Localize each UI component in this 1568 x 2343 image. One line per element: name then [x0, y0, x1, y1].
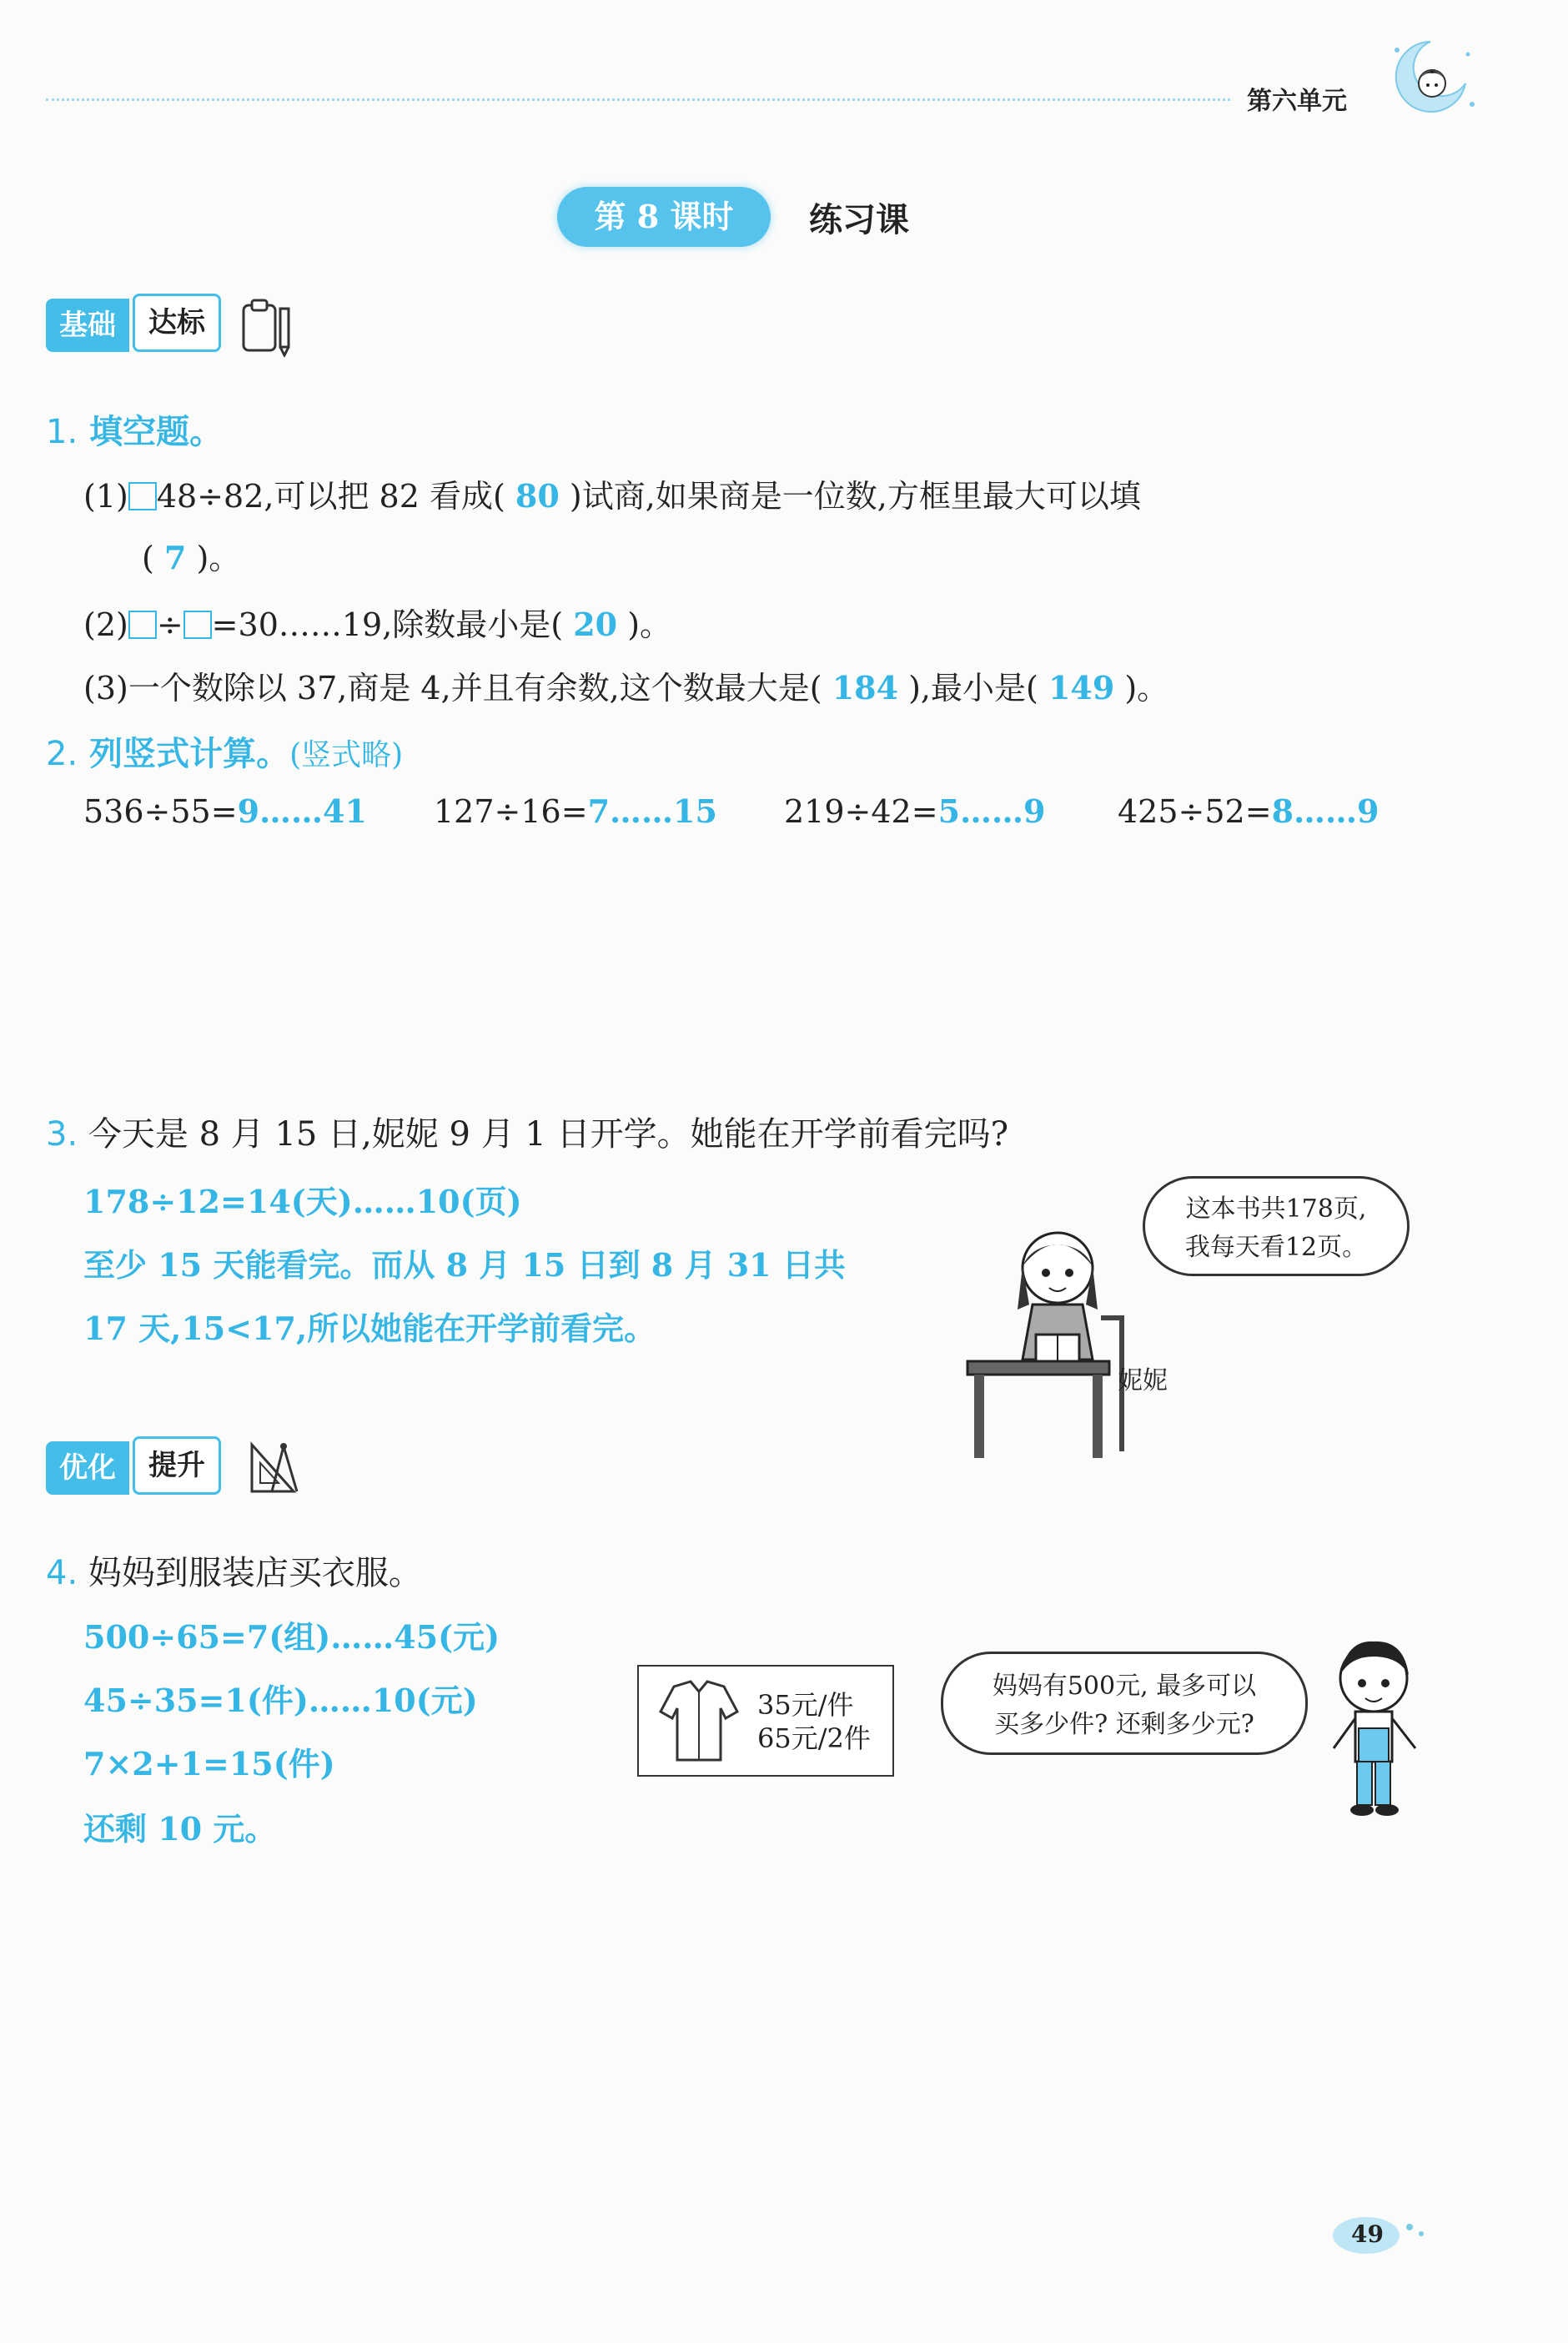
- section-advanced-right: 提升: [133, 1436, 221, 1495]
- q1-heading: [46, 405, 223, 453]
- q1-p1-answer2: 7: [163, 539, 187, 576]
- q1-part2: [83, 599, 671, 645]
- q2-item-4: [1118, 792, 1379, 830]
- price-tag-box: [637, 1665, 894, 1777]
- q1-p2-answer: 20: [573, 606, 618, 643]
- q1-p3-text2: ),最小是(: [908, 670, 1038, 706]
- q2-item-2: [434, 792, 717, 830]
- q1-p2-label: (2): [83, 606, 128, 643]
- girl-reading-illustration: [959, 1218, 1126, 1468]
- section-basic-right: 达标: [133, 294, 221, 352]
- q1-part1-line2: [142, 532, 240, 578]
- q4-number: 4.: [46, 1554, 78, 1592]
- q2-item-expr: 425÷52=: [1118, 793, 1272, 830]
- q3-answer-1: 178÷12=14(天)……10(页): [83, 1183, 522, 1220]
- q4-text: 妈妈到服装店买衣服。: [88, 1554, 422, 1592]
- q2-item-expr: 536÷55=: [83, 793, 238, 830]
- q2-item-expr: 127÷16=: [434, 793, 588, 830]
- section-advanced-tag: [46, 1436, 229, 1498]
- q1-title: 填空题。: [89, 413, 224, 451]
- q2-item-answer: 9……41: [237, 792, 367, 830]
- q3-text: 今天是 8 月 15 日,妮妮 9 月 1 日开学。她能在开学前看完吗?: [88, 1115, 1009, 1154]
- q1-p1-text2: )试商,如果商是一位数,方框里最大可以填: [569, 478, 1141, 515]
- q2-item-expr: 219÷42=: [784, 793, 938, 830]
- lesson-title: 练习课: [809, 200, 909, 239]
- price-single: 35元/件: [757, 1689, 854, 1721]
- section-advanced-left: 优化: [46, 1441, 129, 1495]
- q1-p3-text: (3)一个数除以 37,商是 4,并且有余数,这个数最大是(: [83, 670, 822, 706]
- q1-p1-label: (1): [83, 478, 128, 515]
- q1-p1-answer1: 80: [515, 477, 560, 515]
- q1-number: 1.: [46, 413, 78, 451]
- q2-note: (竖式略): [289, 738, 404, 772]
- clipboard-pencil-icon: [240, 297, 295, 357]
- q2-number: 2.: [46, 735, 78, 773]
- q1-p1-text: 48÷82,可以把 82 看成(: [156, 478, 505, 515]
- lesson-badge: 第 8 课时: [557, 187, 771, 247]
- q1-p3-answer2: 149: [1048, 669, 1115, 706]
- q3-answer-2: 至少 15 天能看完。而从 8 月 15 日到 8 月 31 日共: [83, 1246, 846, 1284]
- page-number: 49: [1351, 2220, 1384, 2248]
- unit-label: 第六单元: [1247, 87, 1347, 116]
- q1-p1-paren-close: )。: [196, 540, 241, 576]
- q3-answer-3: 17 天,15<17,所以她能在开学前看完。: [83, 1310, 656, 1347]
- header-rule: [46, 98, 1230, 101]
- q2-title: 列竖式计算。: [89, 735, 290, 773]
- q4-bubble-line: 妈妈有500元, 最多可以: [992, 1672, 1257, 1701]
- q3-number: 3.: [46, 1115, 78, 1154]
- section-basic-left: 基础: [46, 299, 129, 352]
- q4-answer-4: 还剩 10 元。: [83, 1810, 277, 1848]
- boy-illustration: [1322, 1635, 1430, 1827]
- q1-p3-answer1: 184: [832, 669, 899, 706]
- q1-part1-line1: [83, 470, 1141, 516]
- q4-speech-bubble: [941, 1652, 1308, 1755]
- q3-bubble-line: 这本书共178页,: [1185, 1194, 1367, 1224]
- q1-part3: [83, 662, 1168, 708]
- blank-box: [128, 482, 157, 510]
- blank-box: [183, 611, 212, 639]
- q4-answer-1: 500÷65=7(组)……45(元): [83, 1618, 500, 1656]
- q1-p3-paren-close: )。: [1124, 670, 1169, 706]
- q3-bubble-line: 我每天看12页。: [1184, 1233, 1368, 1262]
- q3-speech-bubble: [1143, 1176, 1410, 1276]
- q2-item-3: [784, 792, 1045, 830]
- section-basic-tag: [46, 294, 229, 355]
- girl-name-label: 妮妮: [1118, 1366, 1168, 1395]
- moon-girl-icon: [1380, 25, 1480, 125]
- price-pair: 65元/2件: [757, 1722, 871, 1754]
- q2-item-answer: 7……15: [587, 792, 717, 830]
- ruler-compass-icon: [247, 1438, 305, 1498]
- q2-item-answer: 8……9: [1271, 792, 1380, 830]
- q2-heading: [46, 727, 403, 775]
- q4-answer-2: 45÷35=1(件)……10(元): [83, 1682, 478, 1719]
- q4-heading: [46, 1546, 422, 1594]
- q3-heading: [46, 1108, 1008, 1155]
- price-lines: [757, 1688, 871, 1755]
- q4-bubble-line: 买多少件? 还剩多少元?: [994, 1710, 1254, 1739]
- q4-answer-3: 7×2+1=15(件): [83, 1745, 335, 1782]
- q1-p2-paren-close: )。: [627, 606, 672, 643]
- q2-item-1: [83, 792, 367, 830]
- blank-box: [128, 611, 157, 639]
- q2-item-answer: 5……9: [937, 792, 1046, 830]
- shirt-icon: [649, 1678, 741, 1765]
- q1-p2-text: =30……19,除数最小是(: [211, 606, 564, 643]
- q1-p2-divide: ÷: [156, 606, 183, 643]
- q1-p1-paren-open: (: [142, 540, 154, 576]
